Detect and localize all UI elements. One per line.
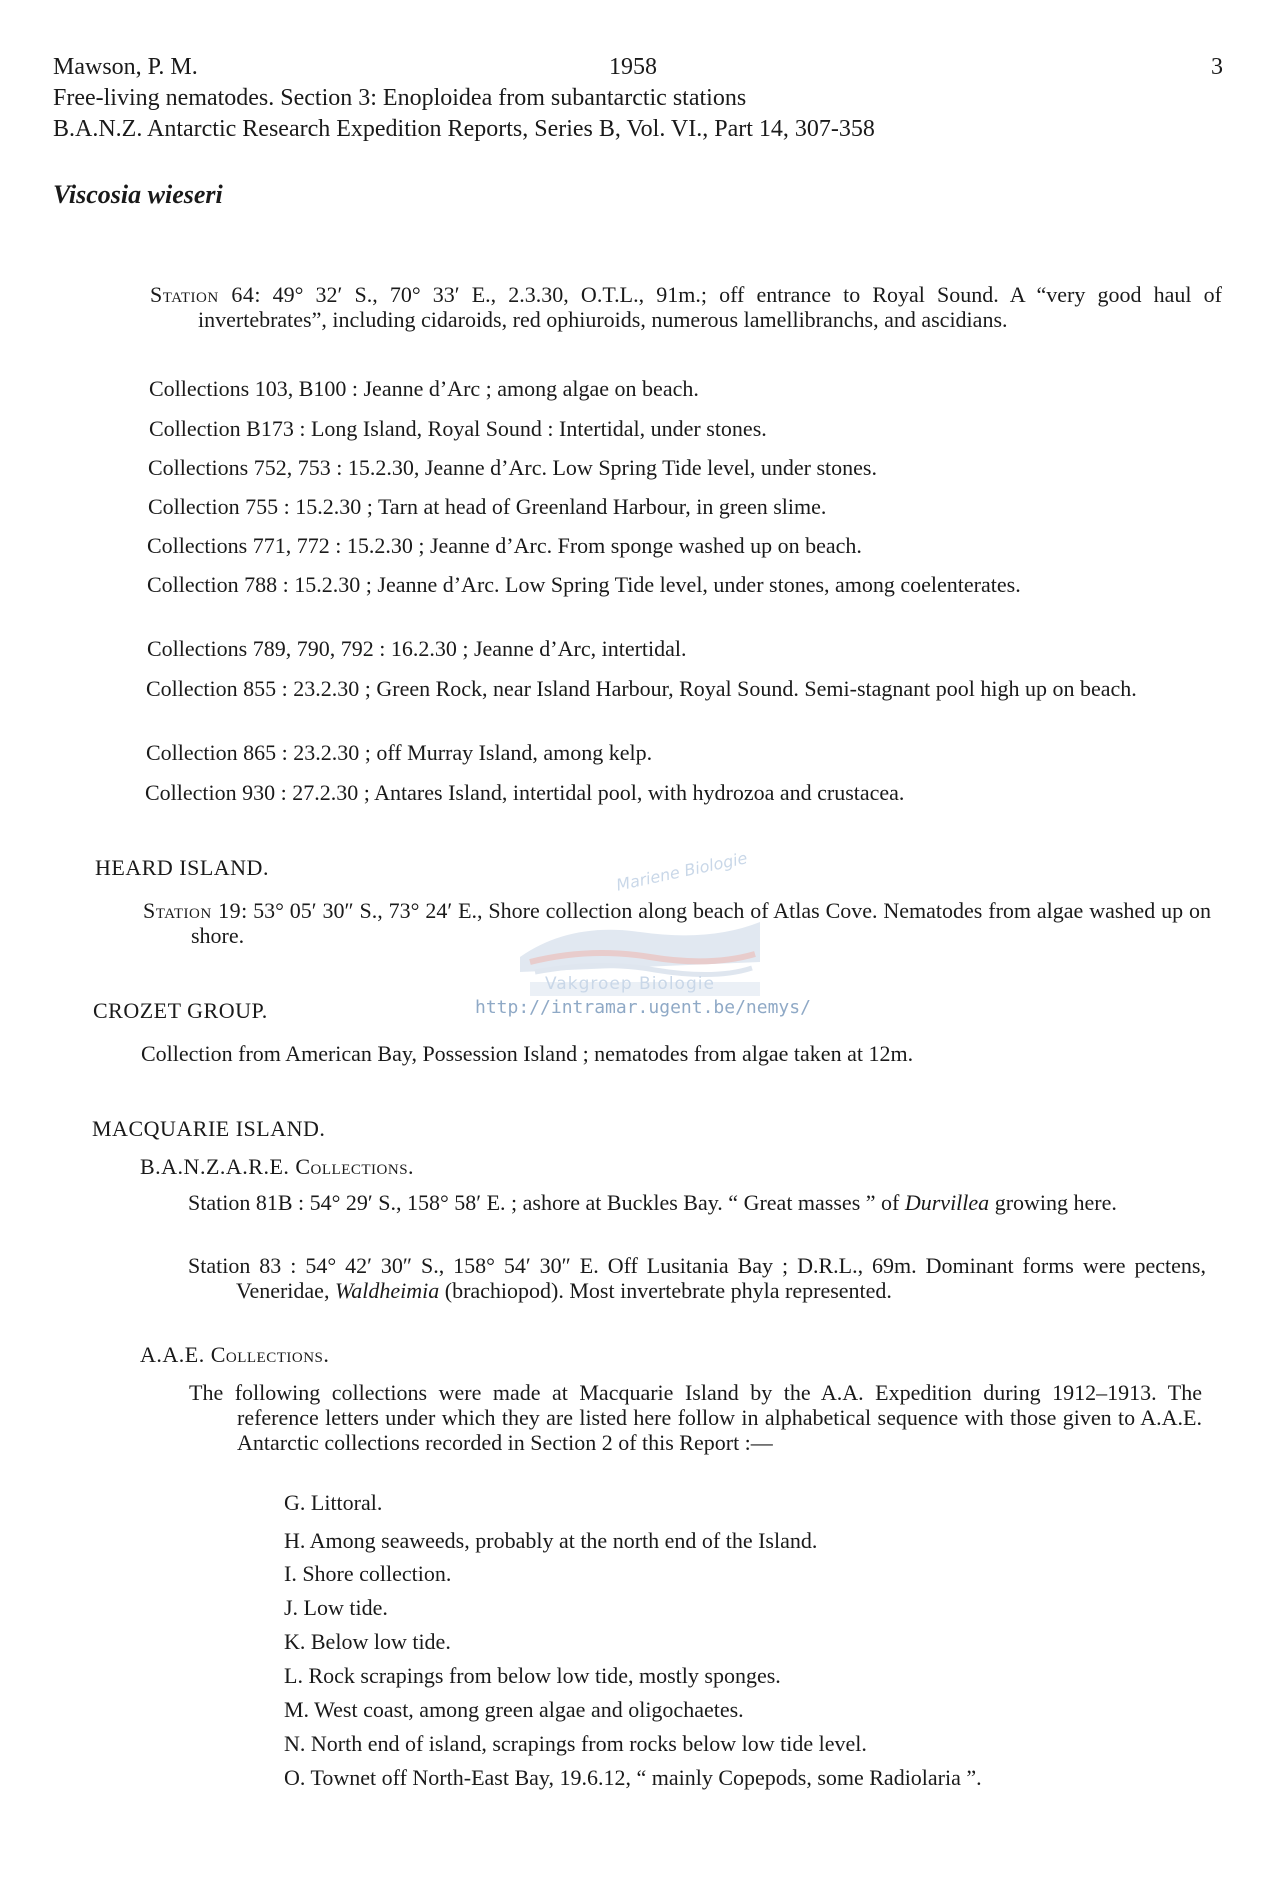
page-header [53, 52, 1223, 145]
collection-entry: Collections 789, 790, 792 : 16.2.30 ; Jeanne d’Arc, intertidal. [147, 636, 687, 661]
station-label: Station 19 [143, 898, 242, 923]
aae-subheading: A.A.E. Collections. [140, 1342, 330, 1367]
collection-entry: Collection 865 : 23.2.30 ; off Murray Island, among kelp. [146, 740, 653, 765]
watermark-url: http://intramar.ugent.be/nemys/ [475, 997, 811, 1018]
station-label: Station 64 [150, 282, 255, 307]
station-text: (brachiopod). Most invertebrate phyla represented. [439, 1278, 892, 1303]
collection-entry: Collection 855 : 23.2.30 ; Green Rock, near Island Harbour, Royal Sound. Semi-stagnant pool high up on beach. [146, 676, 1137, 701]
aae-list-item: O. Townet off North-East Bay, 19.6.12, “ mainly Copepods, some Radiolaria ”. [284, 1765, 982, 1790]
genus-name: Durvillea [904, 1190, 990, 1215]
page-number: 3 [1211, 54, 1223, 80]
author: Mawson, P. M. [53, 54, 198, 80]
section-heading-crozet: CROZET GROUP. [93, 998, 268, 1023]
watermark-arc-text: Mariene Biologie [614, 848, 749, 895]
collection-entry: Collections 103, B100 : Jeanne d’Arc ; among algae on beach. [149, 376, 699, 401]
station-text: : 49° 32′ S., 70° 33′ E., 2.3.30, O.T.L., 91m.; off entrance to Royal Sound. A “very good haul of invertebrates”, including cidaroids, red ophiuroids, numerous lamellibranchs, and ascidians. [198, 282, 1222, 332]
paper-title: Free-living nematodes. Section 3: Enoploidea from subantarctic stations [53, 85, 747, 111]
crozet-collection: Collection from American Bay, Possession Island ; nematodes from algae taken at 12m. [141, 1041, 914, 1066]
aae-intro: The following collections were made at Macquarie Island by the A.A. Expedition during 1912–1913. The reference letters under which they are listed here follow in alphabetical sequence with those given to A.A.E. Antarctic collections recorded in Section 2 of this Report :— [189, 1380, 1202, 1455]
aae-list-item: J. Low tide. [284, 1595, 388, 1620]
collection-entry: Collection 930 : 27.2.30 ; Antares Island, intertidal pool, with hydrozoa and crustacea. [145, 780, 905, 805]
aae-list-item: M. West coast, among green algae and oligochaetes. [284, 1697, 744, 1722]
aae-list-item: H. Among seaweeds, probably at the north end of the Island. [284, 1528, 818, 1553]
section-heading-heard: HEARD ISLAND. [95, 855, 269, 880]
series-line: B.A.N.Z. Antarctic Research Expedition Reports, Series B, Vol. VI., Part 14, 307-358 [53, 116, 875, 142]
station-text: growing here. [989, 1190, 1117, 1215]
collection-entry: Collections 752, 753 : 15.2.30, Jeanne d’Arc. Low Spring Tide level, under stones. [148, 455, 877, 480]
collection-entry: Collection 788 : 15.2.30 ; Jeanne d’Arc. Low Spring Tide level, under stones, among coelenterates. [147, 572, 1021, 597]
header-row [53, 52, 1223, 83]
aae-list-item: G. Littoral. [284, 1490, 383, 1515]
aae-list-item: L. Rock scrapings from below low tide, mostly sponges. [284, 1663, 781, 1688]
genus-name: Waldheimia [334, 1278, 440, 1303]
aae-list-item: N. North end of island, scrapings from rocks below low tide level. [284, 1731, 867, 1756]
watermark-subtitle: Vakgroep Biologie [545, 974, 715, 994]
collection-entry: Collection 755 : 15.2.30 ; Tarn at head of Greenland Harbour, in green slime. [148, 494, 827, 519]
station-text: Station 83 : 54° 42′ 30″ S., 158° 54′ 30″ E. Off Lusitania Bay ; D.R.L., 69m. Dominant forms were pectens, Veneridae, [188, 1253, 1206, 1303]
station-text: Station 81B : 54° 29′ S., 158° 58′ E. ; ashore at Buckles Bay. “ Great masses ” of [188, 1190, 905, 1215]
station-text: : 53° 05′ 30″ S., 73° 24′ E., Shore collection along beach of Atlas Cove. Nematodes from algae washed up on shore. [191, 898, 1211, 948]
station-64-entry [150, 282, 1222, 332]
species-name: Viscosia wieseri [53, 180, 223, 209]
section-heading-macquarie: MACQUARIE ISLAND. [92, 1116, 326, 1141]
collection-entry: Collections 771, 772 : 15.2.30 ; Jeanne d’Arc. From sponge washed up on beach. [147, 533, 862, 558]
station-19-entry [143, 898, 1211, 948]
station-83-entry [188, 1253, 1206, 1303]
banzare-subheading: B.A.N.Z.A.R.E. Collections. [140, 1154, 415, 1179]
aae-list-item: K. Below low tide. [284, 1629, 451, 1654]
collection-entry: Collection B173 : Long Island, Royal Sound : Intertidal, under stones. [149, 416, 767, 441]
station-81b-entry [188, 1190, 1206, 1215]
aae-list-item: I. Shore collection. [284, 1561, 452, 1586]
publication-year: 1958 [609, 54, 657, 80]
